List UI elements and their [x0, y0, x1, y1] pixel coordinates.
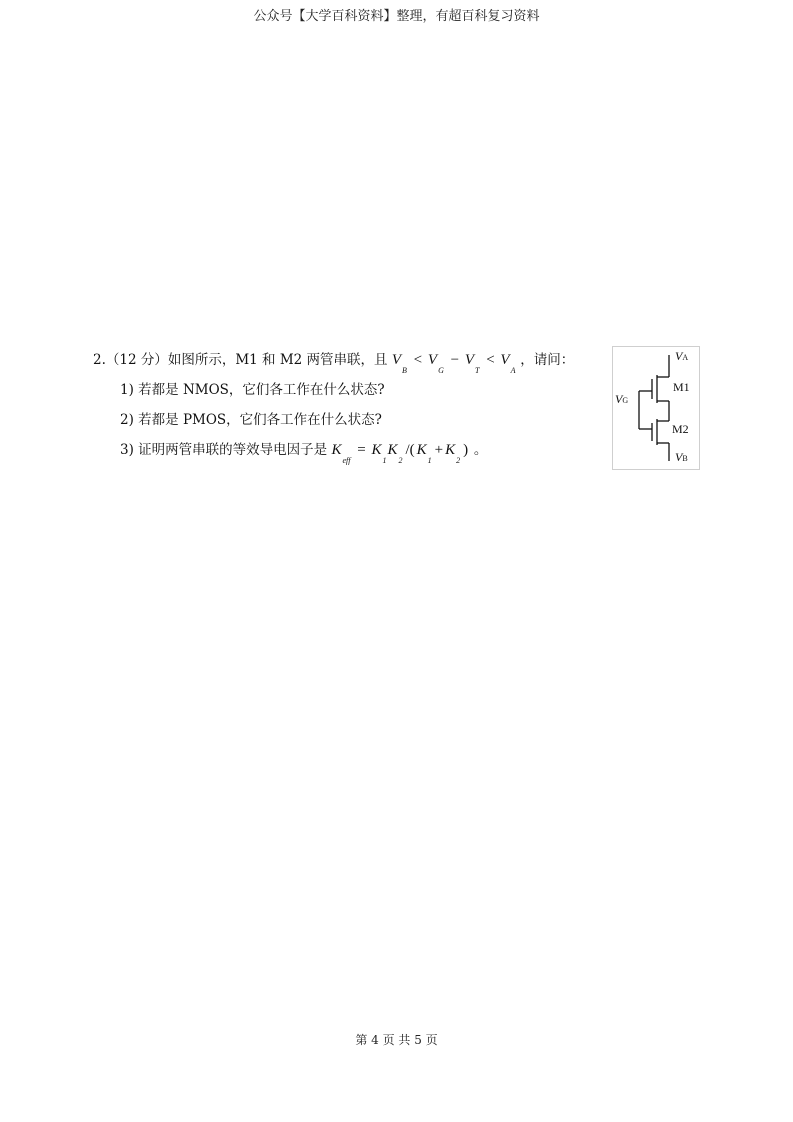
question-item-3	[120, 438, 488, 465]
question-item-1: 1) 若都是 NMOS，它们各工作在什么状态?	[120, 382, 385, 398]
question-title-suffix: ，请问：	[520, 352, 575, 368]
question-title	[93, 348, 575, 375]
keff-formula: $K_{eff} = K_1K_2/$( $K_1+ K_2$)	[331, 442, 469, 465]
question-item-3-suffix: 。	[473, 442, 488, 458]
vb-label: VB	[675, 450, 688, 464]
condition-formula: $V_B < V_G - V_T < V_A$	[391, 352, 516, 375]
page-footer: 第 4 页 共 5 页	[355, 1033, 438, 1047]
m1-label: M1	[673, 380, 690, 394]
page-header: 公众号【大学百科资料】整理，有超百科复习资料	[253, 9, 540, 24]
question-title-prefix: 2.（12 分）如图所示，M1 和 M2 两管串联，且	[93, 352, 388, 368]
question-item-2: 2) 若都是 PMOS，它们各工作在什么状态?	[120, 412, 382, 428]
m2-label: M2	[672, 422, 689, 436]
vg-label: VG	[615, 392, 629, 406]
va-label: VA	[675, 349, 689, 363]
circuit-diagram	[612, 346, 700, 470]
question-item-3-prefix: 3) 证明两管串联的等效导电因子是	[120, 442, 328, 458]
